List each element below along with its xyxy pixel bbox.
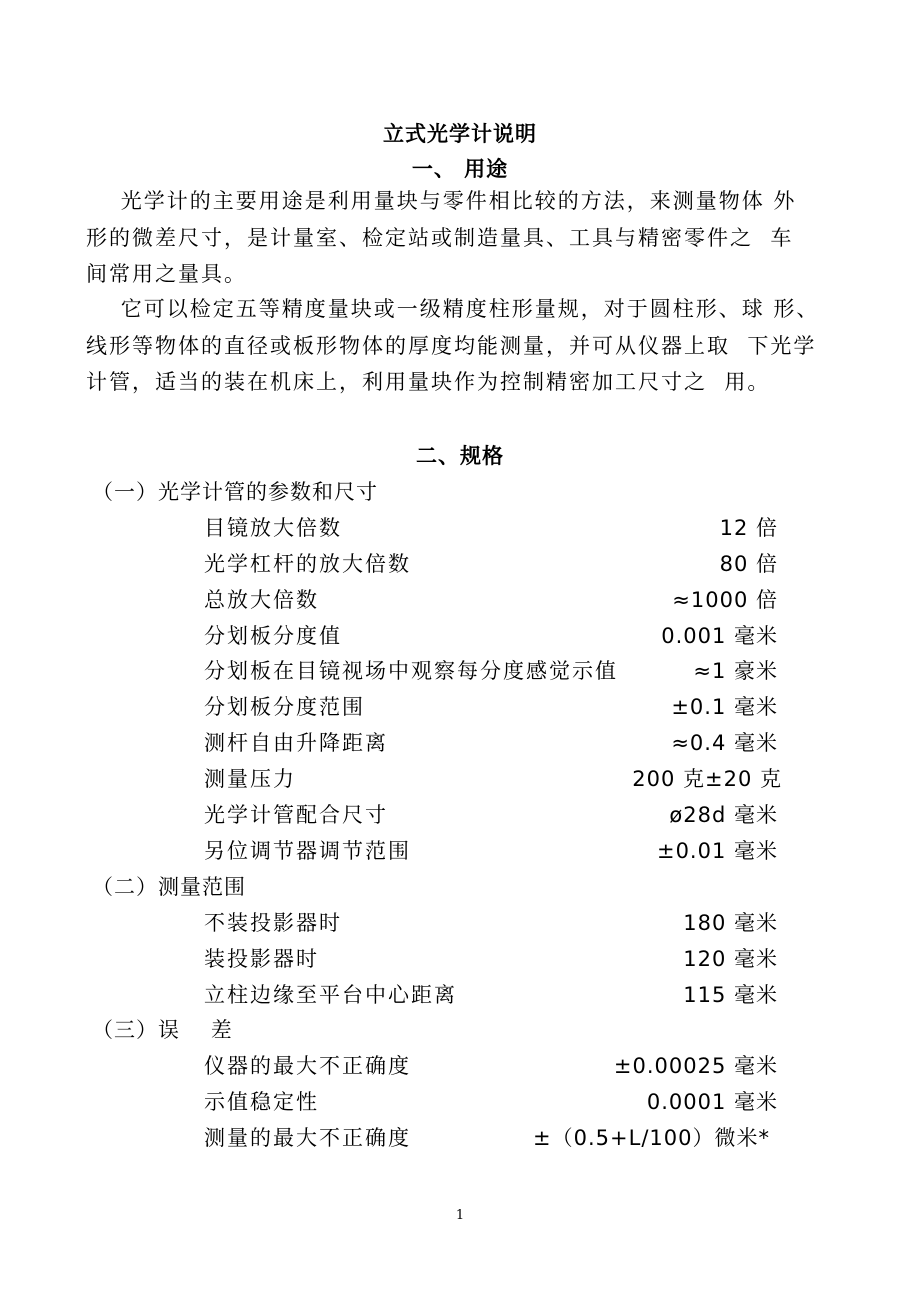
paragraph-line: 光学计的主要用途是利用量块与零件相比较的方法，来测量物体 外: [86, 189, 797, 213]
paragraph-line: 它可以检定五等精度量块或一级精度柱形量规，对于圆柱形、球 形、: [86, 297, 820, 321]
spec-label: 另位调节器调节范围: [204, 839, 411, 863]
spec-value: 0.0001 毫米: [646, 1090, 778, 1114]
paragraph-line: 计管，适当的装在机床上，利用量块作为控制精密加工尺寸之 用。: [86, 370, 771, 394]
spec-value: ±0.1 毫米: [671, 695, 778, 719]
section-heading-specs: 二、规格: [416, 444, 504, 468]
paragraph-line: 形的微差尺寸，是计量室、检定站或制造量具、工具与精密零件之 车: [86, 226, 794, 250]
paragraph-line: 线形等物体的直径或板形物体的厚度均能测量，并可从仪器上取 下光学: [86, 334, 817, 358]
spec-value: ±（0.5+L/100）微米*: [533, 1126, 770, 1150]
paragraph-line: 间常用之量具。: [86, 262, 247, 286]
spec-label: 装投影器时: [204, 947, 319, 971]
spec-value: 80 倍: [719, 552, 778, 576]
spec-value: ≈1 豪米: [693, 659, 778, 683]
spec-label: 仪器的最大不正确度: [204, 1054, 411, 1078]
spec-value: ø28d 毫米: [669, 803, 778, 827]
subsection-heading: （二）测量范围: [92, 875, 246, 899]
page-number: 1: [455, 1208, 465, 1223]
spec-value: 200 克±20 克: [632, 767, 782, 791]
spec-value: ±0.01 毫米: [656, 839, 778, 863]
spec-label: 目镜放大倍数: [204, 516, 342, 540]
spec-label: 光学杠杆的放大倍数: [204, 552, 411, 576]
spec-value: 180 毫米: [683, 911, 778, 935]
spec-value: 0.001 毫米: [661, 624, 778, 648]
spec-label: 测杆自由升降距离: [204, 731, 388, 755]
spec-label: 分划板在目镜视场中观察每分度感觉示值: [204, 659, 618, 683]
spec-value: ≈0.4 毫米: [671, 731, 778, 755]
subsection-heading: （三）误 差: [92, 1018, 233, 1042]
spec-label: 测量的最大不正确度: [204, 1126, 411, 1150]
spec-label: 分划板分度值: [204, 624, 342, 648]
spec-label: 光学计管配合尺寸: [204, 803, 388, 827]
section-heading-usage: 一、 用途: [411, 157, 509, 181]
spec-label: 示值稳定性: [204, 1090, 319, 1114]
spec-label: 测量压力: [204, 767, 296, 791]
spec-value: ±0.00025 毫米: [613, 1054, 778, 1078]
spec-value: ≈1000 倍: [672, 588, 778, 612]
document-title: 立式光学计说明: [383, 122, 537, 146]
spec-label: 立柱边缘至平台中心距离: [204, 983, 457, 1007]
subsection-heading: （一）光学计管的参数和尺寸: [92, 480, 378, 504]
spec-label: 分划板分度范围: [204, 695, 365, 719]
spec-value: 115 毫米: [683, 983, 778, 1007]
spec-label: 不装投影器时: [204, 911, 342, 935]
spec-label: 总放大倍数: [204, 588, 319, 612]
spec-value: 120 毫米: [683, 947, 778, 971]
spec-value: 12 倍: [719, 516, 778, 540]
